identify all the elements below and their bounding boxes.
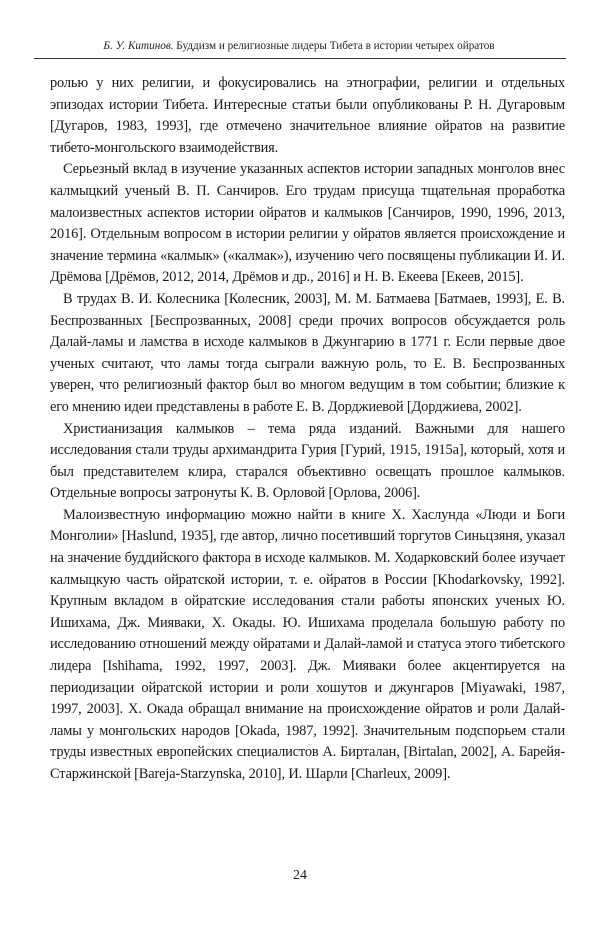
running-head — [34, 40, 564, 52]
page-number: 24 — [293, 868, 307, 883]
paragraph-5: Малоизвестную информацию можно найти в книге Х. Хаслунда «Люди и Боги Монголии» [Haslund, 1935], где автор, лично посетивший торгутов Синьцзяня, указал на значение буддийского фактора в исходе калмыков. М. Ходарковский более изучает калмыцкую часть ойратской истории, т. е. ойратов в России [Khodarkovsky, 1992]. Крупным вкладом в ойратские исследования стали работы японских ученых Ю. Ишихама, Дж. Мияваки, Х. Окады. Ю. Ишихама проделала большую работу по исследованию отношений между ойратами и Далай-ламой и статуса этого тибетского лидера [Ishihama, 1992, 1997, 2003]. Дж. Мияваки более акцентируется на периодизации ойратской истории и роли хошутов и джунгаров [Miyawaki, 1987, 1997, 2003]. Х. Окада обращал внимание на происхождение ойратов и роли Далай-ламы у монгольских народов [Okada, 1987, 1992]. Значительным подспорьем стали труды известных европейских специалистов А. Бирталан, [Birtalan, 2002], А. Барейя-Старжинской [Bareja-Starzynska, 2010], И. Шарли [Charleux, 2009]. — [50, 506, 565, 782]
running-head-title: Буддизм и религиозные лидеры Тибета в истории четырех ойратов — [176, 40, 495, 52]
paragraph-3: В трудах В. И. Колесника [Колесник, 2003], М. М. Батмаева [Батмаев, 1993], Е. В. Беспрозванных [Беспрозванных, 2008] среди прочих вопросов обсуждается роль Далай-ламы и ламства в исходе калмыков в Джунгарию в 1771 г. Если первые двое ученых считают, что ламы тогда сыграли важную роль, то Е. В. Беспрозванных уверен, что религиозный фактор был во многом ведущим в том событии; близкие к его мнению идеи представлены в работе Е. В. Дорджиевой [Дорджиева, 2002]. — [50, 290, 565, 415]
body-text — [50, 73, 565, 786]
paragraph-2: Серьезный вклад в изучение указанных аспектов истории западных монголов внес калмыцкий ученый В. П. Санчиров. Его трудам присуща тщательная проработка малоизвестных аспектов истории ойратов и калмыков [Санчиров, 1990, 1996, 2013, 2016]. Отдельным вопросом в истории религии у ойратов является происхождение и значение термина «калмык» («калмак»), изучению чего посвящены публикации И. И. Дрёмова [Дрёмов, 2012, 2014, Дрёмов и др., 2016] и Н. В. Екеева [Екеев, 2015]. — [50, 161, 565, 286]
paragraph-1: ролью у них религии, и фокусировались на этнографии, религии и отдельных эпизодах истории Тибета. Интересные статьи были опубликованы Р. Н. Дугаровым [Дугаров, 1983, 1993], где отмечено значительное влияние ойратов на развитие тибето-монгольского взаимодействия. — [50, 75, 565, 156]
running-head-author: Б. У. Китинов. — [103, 40, 174, 52]
header-rule — [34, 58, 566, 59]
paragraph-4: Христианизация калмыков – тема ряда изданий. Важными для нашего исследования стали труды архимандрита Гурия [Гурий, 1915, 1915а], который, хотя и был представителем клира, старался объективно освещать прошлое калмыков. Отдельные вопросы затронуты К. В. Орловой [Орлова, 2006]. — [50, 420, 565, 502]
